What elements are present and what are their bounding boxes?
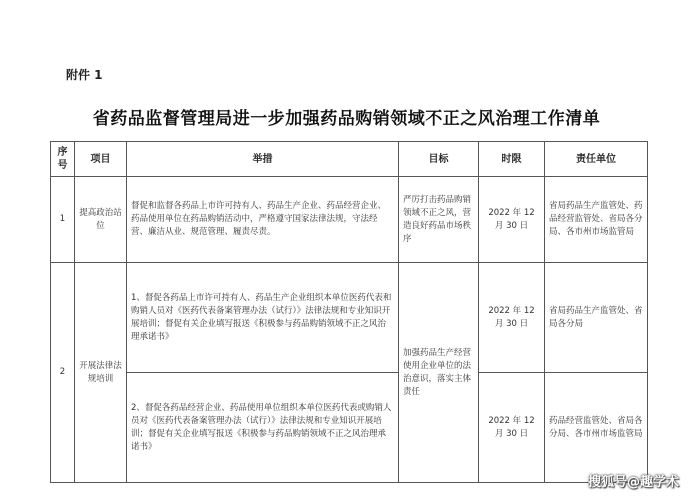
row-index: 2 (51, 263, 75, 483)
header-responsible: 责任单位 (545, 142, 648, 177)
row-measure-b: 2、督促各药品经营企业、药品使用单位组织本单位医药代表或购销人员对《医药代表备案管理办法（试行）》法律法规和专业知识开展培训；督促有关企业填写报送《积极参与药品购销领域不正之风治理承诺书》 (127, 373, 399, 483)
row-deadline-a: 2022 年 12 月 30 日 (479, 263, 545, 373)
row-goal: 严厉打击药品购销领域不正之风，营造良好药品市场秩序 (399, 177, 479, 263)
row-responsible-b: 药品经营监管处、省局各分局、各市州市场监管局 (545, 373, 648, 483)
row-project: 提高政治站位 (75, 177, 127, 263)
table-row (51, 263, 648, 373)
row-measure: 督促和监督各药品上市许可持有人、药品生产企业、药品经营企业、药品使用单位在药品购销活动中，严格遵守国家法律法规，守法经营、廉洁从业、规范管理、履责尽责。 (127, 177, 399, 263)
row-deadline-b: 2022 年 12 月 30 日 (479, 373, 545, 483)
row-deadline: 2022 年 12 月 30 日 (479, 177, 545, 263)
row-index: 1 (51, 177, 75, 263)
table-row (51, 373, 648, 483)
header-index: 序号 (51, 142, 75, 177)
table-row (51, 177, 648, 263)
document-title: 省药品监督管理局进一步加强药品购销领域不正之风治理工作清单 (92, 109, 601, 129)
annex-label: 附件 1 (66, 68, 103, 82)
header-goal: 目标 (399, 142, 479, 177)
watermark: 搜狐号@趣学术 (587, 475, 679, 490)
header-measure: 举措 (127, 142, 399, 177)
row-responsible: 省局药品生产监管处、药品经营监管处、省局各分局、各市州市场监管局 (545, 177, 648, 263)
table-header-row (51, 142, 648, 177)
row-responsible-a: 省局药品生产监管处、省局各分局 (545, 263, 648, 373)
row-measure-a: 1、督促各药品上市许可持有人、药品生产企业组织本单位医药代表和购销人员对《医药代表备案管理办法（试行）》法律法规和专业知识开展培训；督促有关企业填写报送《积极参与药品购销领域不正之风治理承诺书》 (127, 263, 399, 373)
header-deadline: 时限 (479, 142, 545, 177)
row-project: 开展法律法规培训 (75, 263, 127, 483)
row-goal: 加强药品生产经营使用企业单位的法治意识，落实主体责任 (399, 263, 479, 483)
work-list-table (50, 141, 648, 483)
header-project: 项目 (75, 142, 127, 177)
